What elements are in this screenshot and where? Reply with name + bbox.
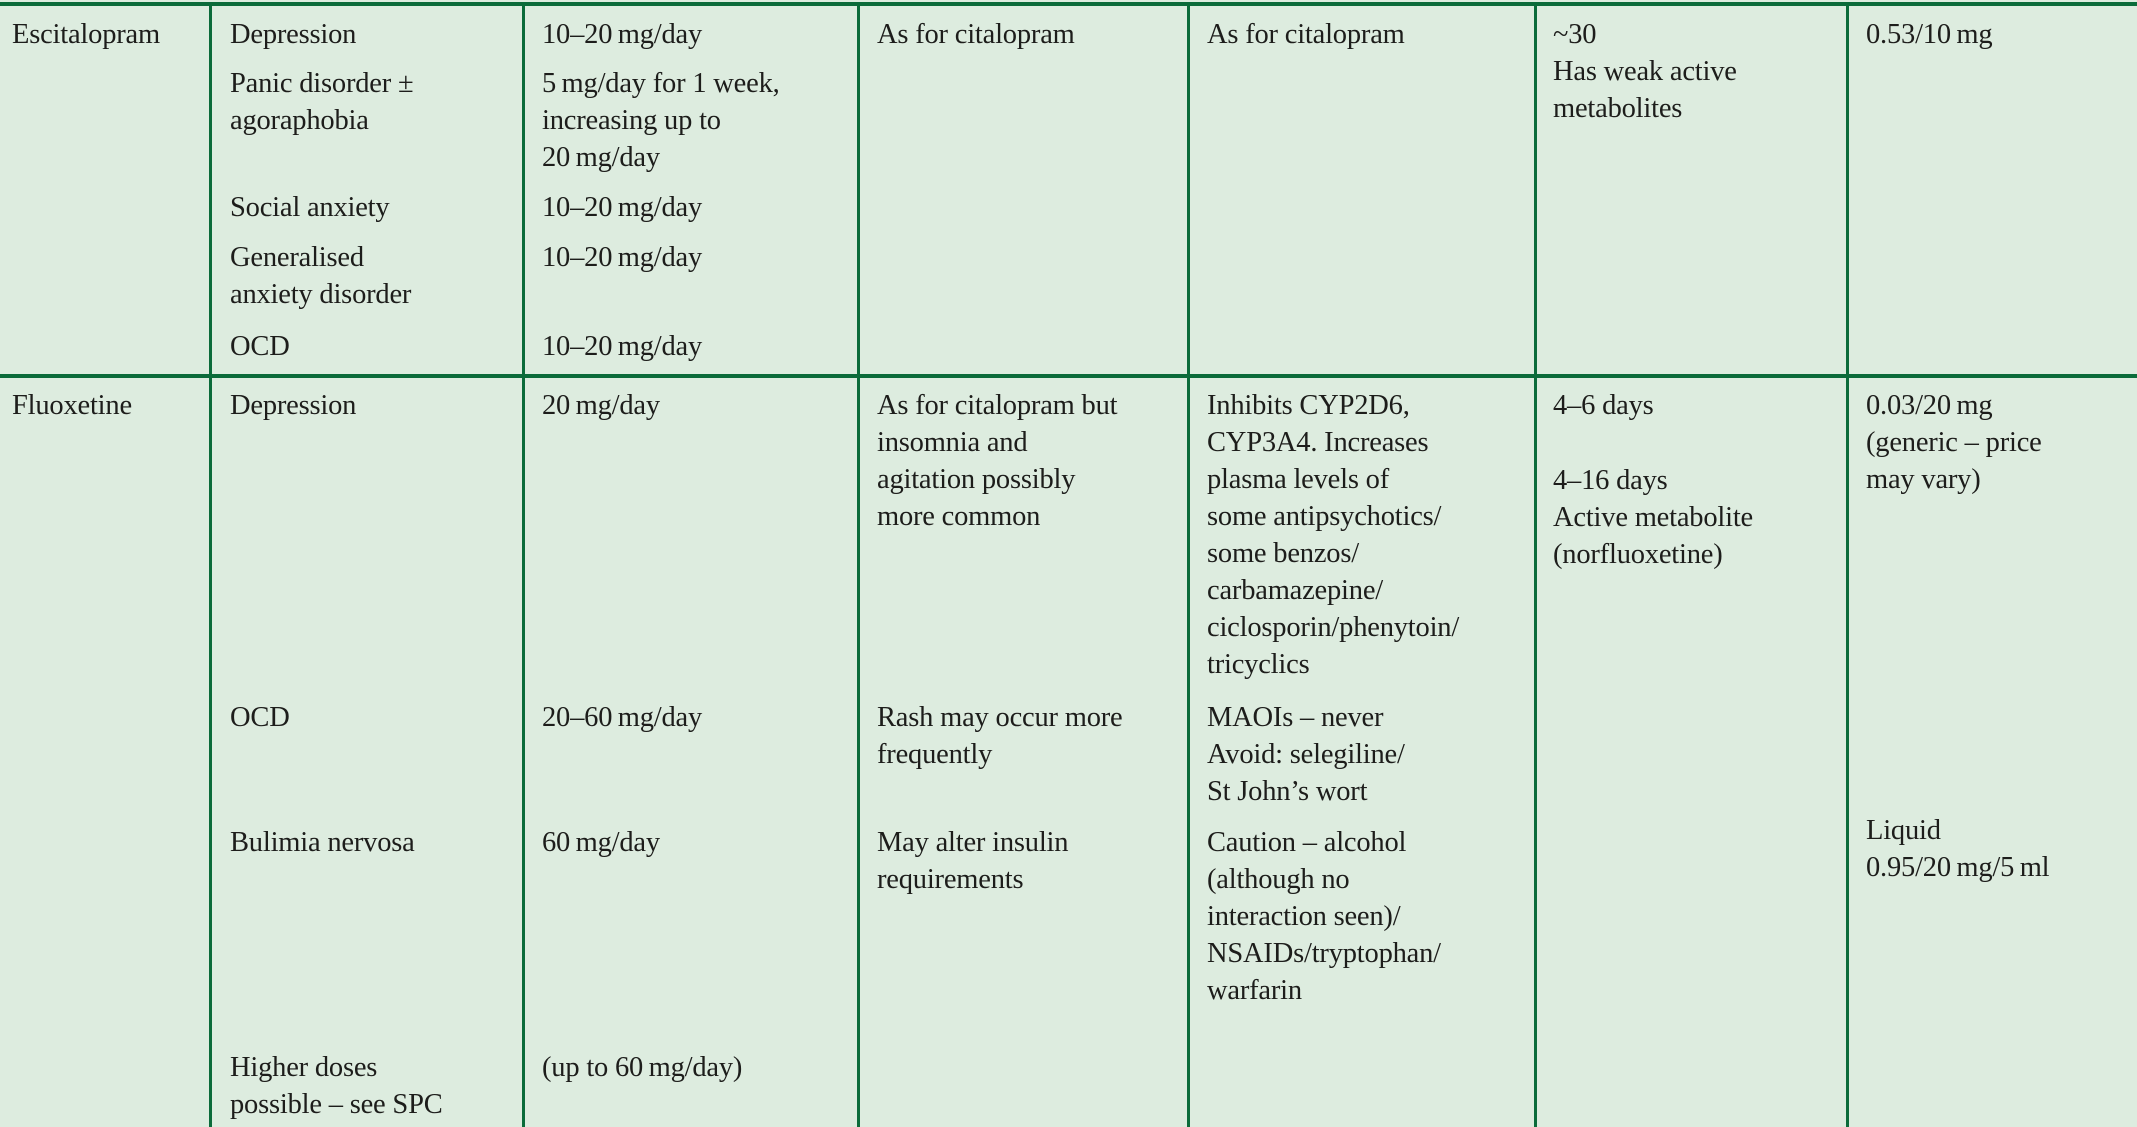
adverse-effects-text: agitation possibly	[877, 464, 1076, 495]
half-life-text: 4–16 days	[1553, 465, 1668, 496]
indications-text: anxiety disorder	[230, 279, 412, 310]
adverse-effects-text: As for citalopram	[877, 19, 1075, 50]
doses-text: increasing up to	[542, 105, 721, 136]
indications-text: Higher doses	[230, 1052, 378, 1083]
interactions-text: some antipsychotics/	[1207, 501, 1442, 532]
column-divider	[1187, 2, 1190, 1127]
cost-text: Liquid	[1866, 815, 1941, 846]
doses-text: 10–20 mg/day	[542, 242, 703, 273]
interactions-text: interaction seen)/	[1207, 901, 1401, 932]
doses-text: 20 mg/day	[542, 142, 660, 173]
column-divider	[857, 2, 860, 1127]
interactions-text: CYP3A4. Increases	[1207, 427, 1429, 458]
cost-text: (generic – price	[1866, 427, 2042, 458]
interactions-text: Avoid: selegiline/	[1207, 739, 1405, 770]
half-life-text: 4–6 days	[1553, 390, 1654, 421]
interactions-text: ciclosporin/phenytoin/	[1207, 612, 1460, 643]
cost-text: 0.53/10 mg	[1866, 19, 1993, 50]
adverse-effects-text: Rash may occur more	[877, 702, 1123, 733]
interactions-text: As for citalopram	[1207, 19, 1405, 50]
doses-text: 10–20 mg/day	[542, 331, 703, 362]
indications-text: Depression	[230, 390, 357, 421]
doses-text: 20–60 mg/day	[542, 702, 703, 733]
cost-text: 0.95/20 mg/5 ml	[1866, 852, 2050, 883]
indications-text: possible – see SPC	[230, 1089, 443, 1120]
indications-text: OCD	[230, 331, 290, 362]
row-divider	[0, 374, 2137, 378]
interactions-text: tricyclics	[1207, 649, 1310, 680]
cost-text: may vary)	[1866, 464, 1981, 495]
interactions-text: carbamazepine/	[1207, 575, 1383, 606]
interactions-text: warfarin	[1207, 975, 1302, 1006]
half-life-text: Active metabolite	[1553, 502, 1753, 533]
indications-text: Generalised	[230, 242, 364, 273]
cost-text: 0.03/20 mg	[1866, 390, 1993, 421]
half-life-text: ~30	[1553, 19, 1597, 50]
interactions-text: (although no	[1207, 864, 1350, 895]
adverse-effects-text: May alter insulin	[877, 827, 1069, 858]
interactions-text: plasma levels of	[1207, 464, 1389, 495]
adverse-effects-text: frequently	[877, 739, 993, 770]
adverse-effects-text: insomnia and	[877, 427, 1028, 458]
indications-text: OCD	[230, 702, 290, 733]
column-divider	[1846, 2, 1849, 1127]
indications-text: agoraphobia	[230, 105, 369, 136]
doses-text: 5 mg/day for 1 week,	[542, 68, 780, 99]
drug-name: Escitalopram	[12, 19, 160, 50]
doses-text: 10–20 mg/day	[542, 19, 703, 50]
doses-text: 20 mg/day	[542, 390, 660, 421]
indications-text: Panic disorder ±	[230, 68, 414, 99]
column-divider	[209, 2, 212, 1127]
drug-name: Fluoxetine	[12, 390, 132, 421]
column-divider	[1534, 2, 1537, 1127]
indications-text: Bulimia nervosa	[230, 827, 415, 858]
interactions-text: St John’s wort	[1207, 776, 1368, 807]
half-life-text: (norfluoxetine)	[1553, 539, 1723, 570]
column-divider	[522, 2, 525, 1127]
adverse-effects-text: requirements	[877, 864, 1024, 895]
doses-text: (up to 60 mg/day)	[542, 1052, 743, 1083]
indications-text: Social anxiety	[230, 192, 390, 223]
adverse-effects-text: more common	[877, 501, 1041, 532]
half-life-text: Has weak active	[1553, 56, 1737, 87]
indications-text: Depression	[230, 19, 357, 50]
interactions-text: some benzos/	[1207, 538, 1359, 569]
doses-text: 10–20 mg/day	[542, 192, 703, 223]
adverse-effects-text: As for citalopram but	[877, 390, 1118, 421]
doses-text: 60 mg/day	[542, 827, 660, 858]
interactions-text: Inhibits CYP2D6,	[1207, 390, 1410, 421]
interactions-text: Caution – alcohol	[1207, 827, 1407, 858]
table-top-rule	[0, 2, 2137, 6]
interactions-text: MAOIs – never	[1207, 702, 1384, 733]
half-life-text: metabolites	[1553, 93, 1683, 124]
interactions-text: NSAIDs/tryptophan/	[1207, 938, 1441, 969]
